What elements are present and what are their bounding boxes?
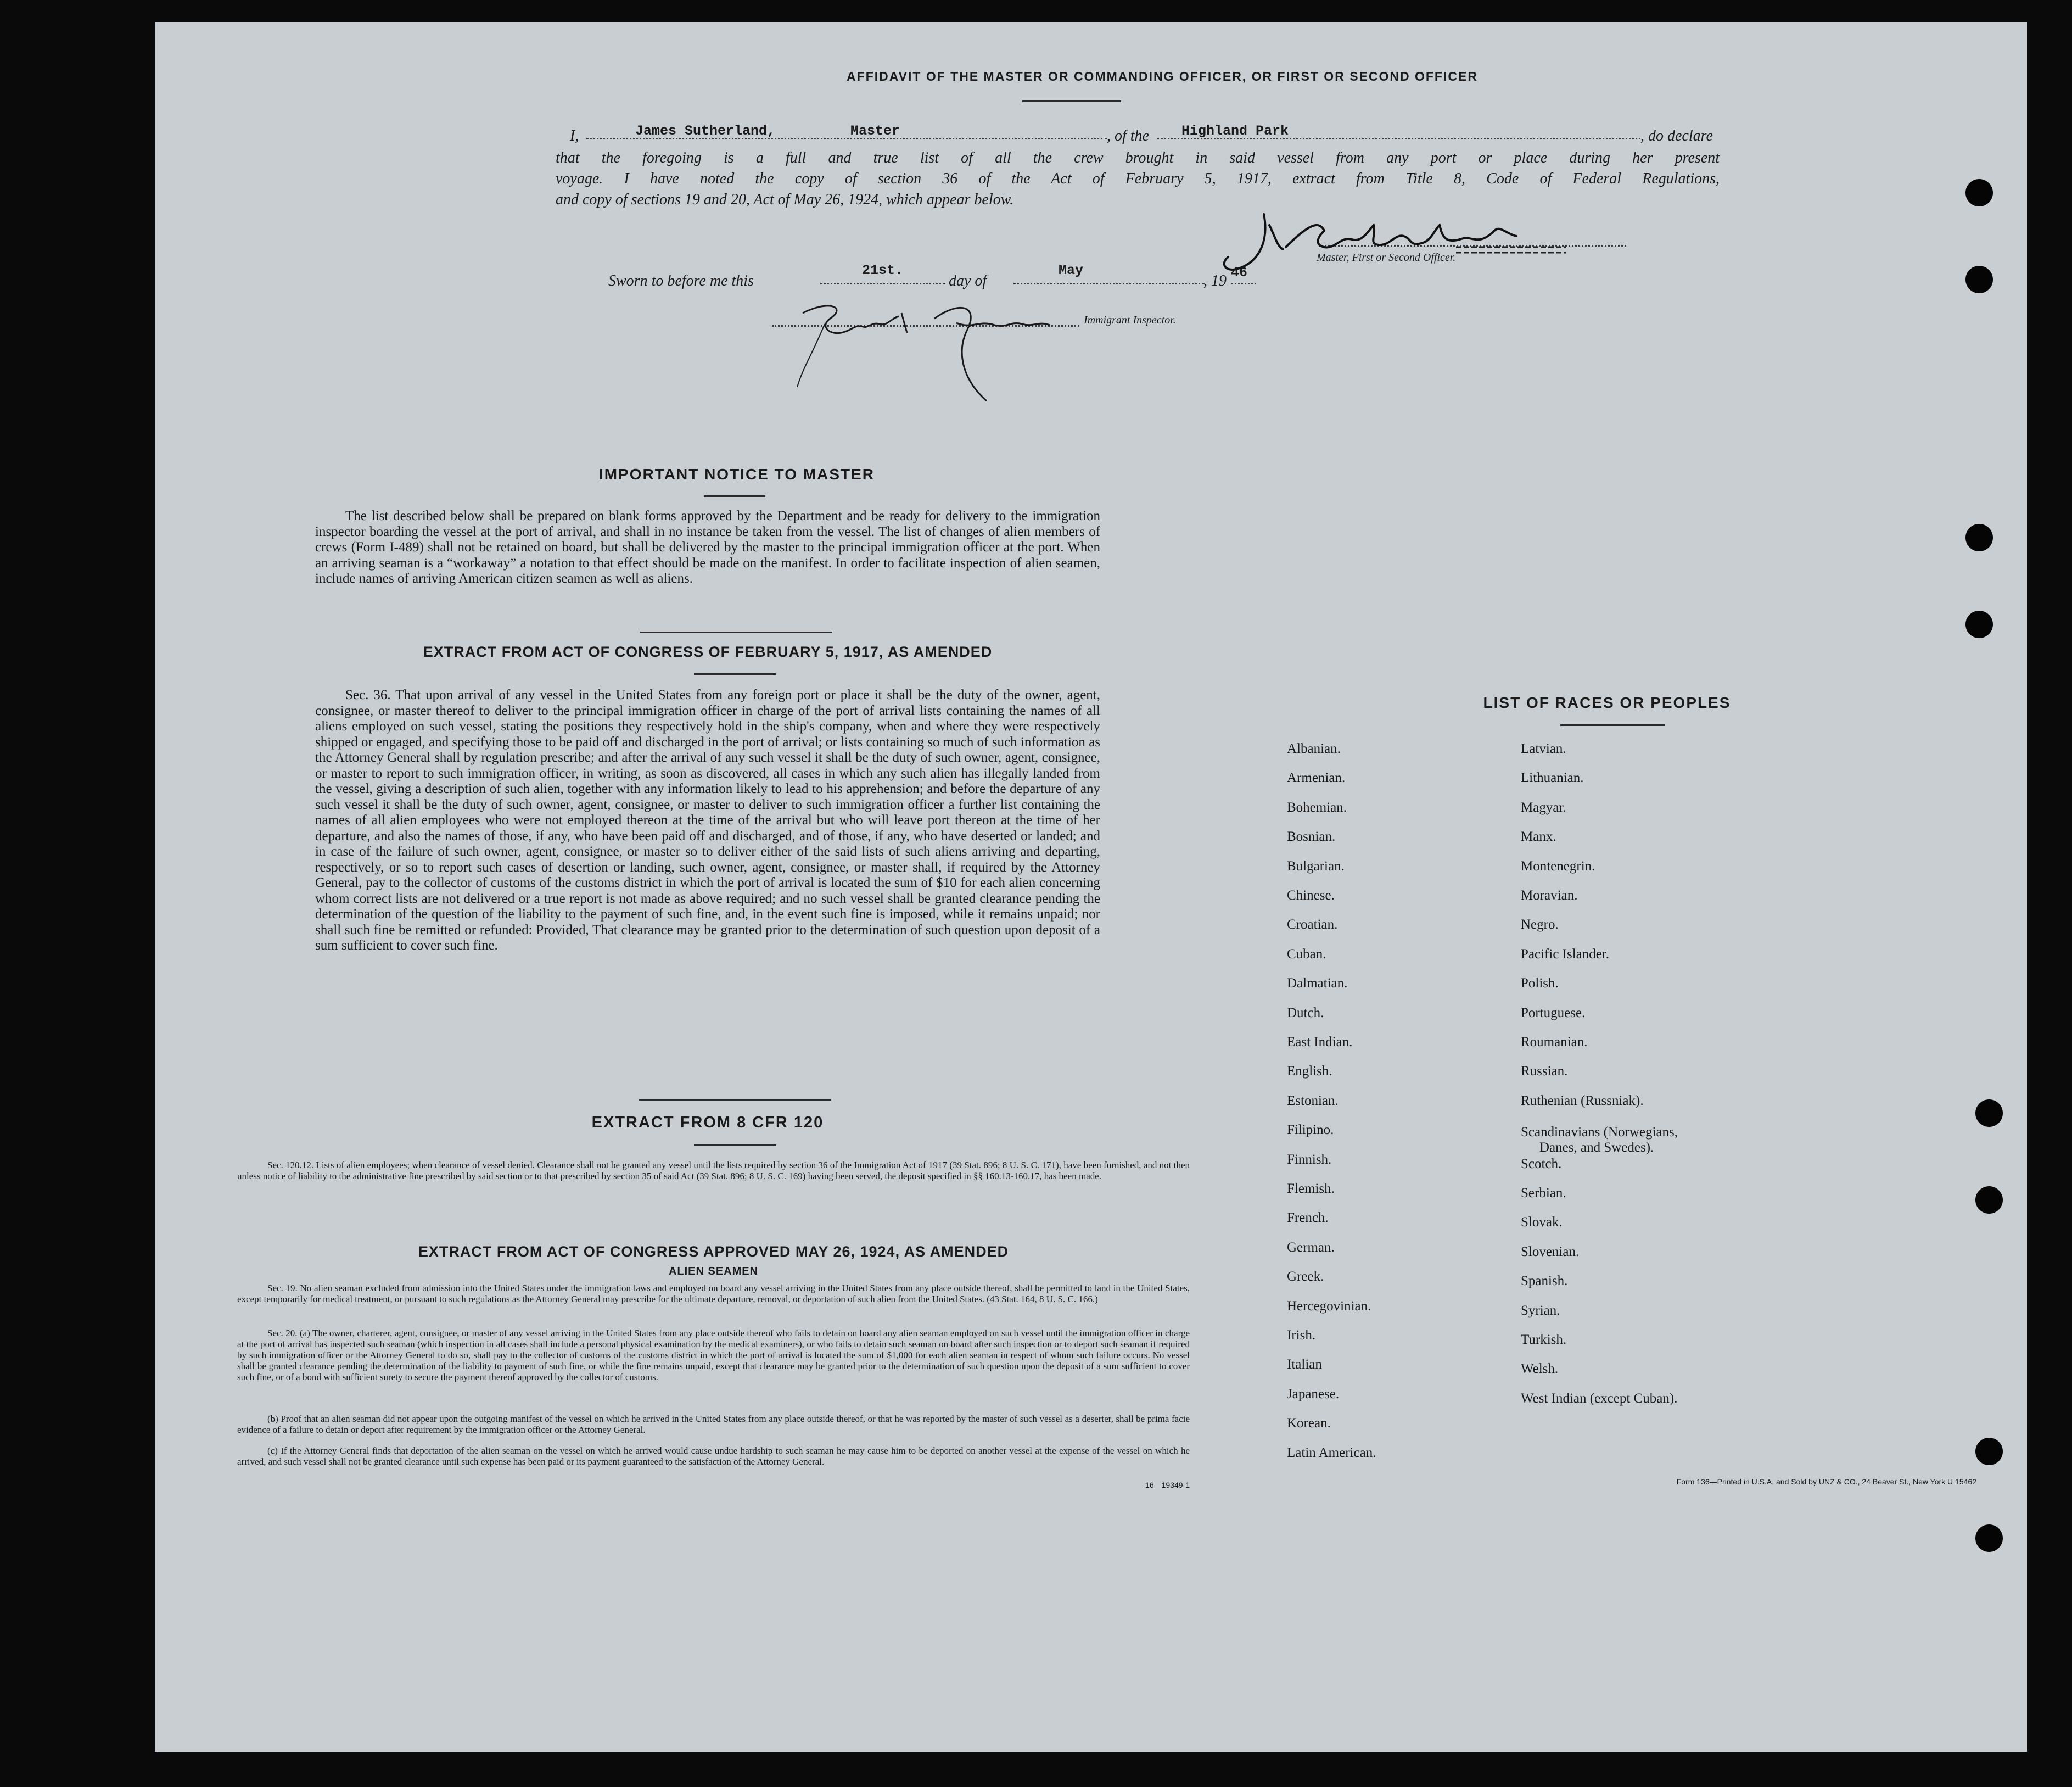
race-entry: Italian (1287, 1357, 1322, 1372)
race-entry: Finnish. (1287, 1152, 1332, 1167)
race-entry: Korean. (1287, 1416, 1331, 1431)
race-entry: Filipino. (1287, 1123, 1334, 1138)
punch-hole (1965, 179, 1993, 206)
punch-hole (1975, 1438, 2003, 1465)
race-entry: Estonian. (1287, 1093, 1339, 1108)
race-entry: French. (1287, 1210, 1329, 1226)
extract-1924-sec20b: (b) Proof that an alien seaman did not appear upon the outgoing manifest of the vessel on which he arrived in the United States from any place outside thereof, or that he was reported by the master of such vessel as a deserter, shall be prima facie evidence of a failure to detain or deport after requirement by the immigration officer or the Attorney General. (237, 1414, 1190, 1435)
extract-1917-title: EXTRACT FROM ACT OF CONGRESS OF FEBRUARY 5, 1917, AS AMENDED (423, 644, 993, 660)
race-entry: Welsh. (1521, 1361, 1559, 1377)
race-entry: Russian. (1521, 1064, 1568, 1079)
punch-hole (1965, 524, 1993, 551)
race-entry: English. (1287, 1064, 1332, 1079)
extract-1924-sec19: Sec. 19. No alien seaman excluded from admission into the United States under the immigration laws and employed on board any vessel arriving in the United States from any place outside thereof, shall be permitted to land in the United States, except temporarily for medical treatment, or pursuant to such regulations as the Attorney General may prescribe for the ultimate departure, removal, or deportation of such alien from the United States. (43 Stat. 164, 8 U. S. C. 166.) (237, 1283, 1190, 1304)
race-entry: Dalmatian. (1287, 976, 1348, 991)
month-field-line (1013, 283, 1205, 284)
race-entry: Hercegovinian. (1287, 1298, 1371, 1314)
sworn-month-value: May (1059, 263, 1084, 278)
affidavit-line-3: voyage. I have noted the copy of section 36 of the Act of February 5, 1917, extract from Title 8, Code of Federal Regulations, (556, 170, 1720, 187)
sworn-year-value: 46 (1231, 265, 1248, 281)
race-entry: Armenian. (1287, 770, 1346, 786)
race-entry: Scotch. (1521, 1156, 1562, 1171)
race-entry: Croatian. (1287, 917, 1338, 932)
races-right-column (1521, 741, 1806, 1494)
extract-cfr-title: EXTRACT FROM 8 CFR 120 (591, 1114, 824, 1131)
notice-title-rule (704, 495, 765, 497)
notice-title: IMPORTANT NOTICE TO MASTER (598, 466, 875, 483)
race-entry: Greek. (1287, 1269, 1324, 1285)
race-entry: Albanian. (1287, 741, 1341, 756)
race-entry: Bohemian. (1287, 800, 1347, 815)
race-entry: Manx. (1521, 829, 1556, 845)
race-entry: Roumanian. (1521, 1035, 1588, 1049)
race-entry: Scandinavians (Norwegians, (1521, 1125, 1678, 1140)
extract-1924-title: EXTRACT FROM ACT OF CONGRESS APPROVED MAY 26, 1924, AS AMENDED (418, 1243, 1009, 1260)
declarant-label: I, (570, 127, 579, 144)
race-entry: Polish. (1521, 976, 1559, 991)
extract-1917-sec36-text: Sec. 36. That upon arrival of any vessel in the United States from any foreign port or place it shall be the duty of the owner, agent, consignee, or master thereof to deliver to the principal immigration officer in charge of the port of arrival lists containing the names of all aliens employed on such vessel, stating the positions they respectively hold in the ship's company, when and where they were respectively shipped or engaged, and specifying those to be paid off and discharged in the port of arrival; or lists containing so much of such information as the Attorney General shall by regulation prescribe; and after the arrival of any such vessel it shall be the duty of such owner, agent, consignee, or master to report to such immigration officer, in writing, as soon as discovered, all cases in which any such alien has illegally landed from the vessel, giving a description of such alien, together with any information likely to lead to his apprehension; and before the departure of any such vessel it shall be the duty of such owner, agent, consignee, or master to deliver to such immigration officer a further list containing the names of all alien employees who were not employed thereon at the time of the arrival but who will leave port thereon at the time of her departure, and also the names of those, if any, who have been paid off and discharged, and of those, if any, who have deserted or landed; and in case of the failure of such owner, agent, consignee, or master so to deliver either of the said lists of such aliens arriving and departing, respectively, or so to report such cases of desertion or landing, such owner, agent, consignee, or master shall, if required by the Attorney General, pay to the collector of customs of the customs district in which the port of arrival is located the sum of $10 for each alien concerning whom correct lists are not delivered or a true report is not made as above required; and no such vessel shall be granted clearance pending the determination of the question of the liability to the payment of such fine, and, in the event such fine is imposed, while it remains unpaid; nor shall such fine be remitted or refunded: Provided, That clearance may be granted prior to the determination of such question upon deposit of a sum sufficient to cover such fine. (315, 688, 1100, 953)
extract-cfr-text: Sec. 120.12. Lists of alien employees; when clearance of vessel denied. Clearance shall not be granted any vessel until the lists required by section 36 of the Immigration Act of 1917 (39 Stat. 896; 8 U. S. C. 171), have been furnished, and not then unless notice of liability to the administrative fine prescribed by said section or to that prescribed by section 35 of said Act (39 Stat. 896; 8 U. S. C. 169) having been served, the deposit specified in §§ 160.13-160.17, has been made. (237, 1160, 1190, 1181)
race-entry: Dutch. (1287, 1005, 1324, 1020)
race-entry: East Indian. (1287, 1035, 1353, 1049)
day-of-label: day of (949, 272, 987, 289)
alien-seamen-subtitle: ALIEN SEAMEN (668, 1265, 759, 1277)
vessel-name-value: Highland Park (1181, 123, 1289, 139)
race-entry: Irish. (1287, 1328, 1316, 1343)
master-name-value: James Sutherland, (635, 123, 776, 139)
punch-hole (1965, 266, 1993, 293)
punch-hole (1975, 1186, 2003, 1214)
race-entry: German. (1287, 1239, 1335, 1255)
year-field-line (1231, 283, 1256, 284)
race-entry: Latin American. (1287, 1445, 1376, 1460)
races-title: LIST OF RACES OR PEOPLES (1483, 694, 1731, 711)
affidavit-title: AFFIDAVIT OF THE MASTER OR COMMANDING OFFICER, OR FIRST OR SECOND OFFICER (847, 69, 1478, 83)
race-entry: Cuban. (1287, 946, 1326, 962)
race-entry: Lithuanian. (1521, 770, 1584, 786)
race-entry: Montenegrin. (1521, 858, 1595, 874)
affidavit-line-4: and copy of sections 19 and 20, Act of May 26, 1924, which appear below. (556, 191, 1014, 208)
races-title-rule (1560, 724, 1665, 726)
extract-1917-rule (694, 673, 776, 675)
race-entry: Serbian. (1521, 1186, 1566, 1200)
race-entry: Japanese. (1287, 1386, 1340, 1401)
race-entry: Turkish. (1521, 1332, 1567, 1347)
race-entry: Danes, and Swedes). (1539, 1140, 1654, 1155)
do-declare-label: , do declare (1640, 127, 1713, 144)
affidavit-title-rule (1022, 100, 1121, 102)
race-entry: Syrian. (1521, 1303, 1560, 1318)
notice-end-rule (640, 632, 832, 633)
race-entry: Latvian. (1521, 741, 1566, 756)
race-entry: Bulgarian. (1287, 858, 1345, 874)
document-sheet (155, 22, 2027, 1752)
race-entry: West Indian (except Cuban). (1521, 1390, 1678, 1406)
affidavit-line-2: that the foregoing is a full and true list of all the crew brought in said vessel from any port or place during her present (556, 149, 1720, 166)
race-entry: Bosnian. (1287, 829, 1336, 845)
punch-hole (1975, 1524, 2003, 1552)
race-entry: Magyar. (1521, 800, 1566, 815)
sworn-day-value: 21st. (862, 263, 904, 278)
race-entry: Ruthenian (Russniak). (1521, 1093, 1644, 1108)
of-the-label: , of the (1107, 127, 1149, 144)
notice-text: The list described below shall be prepared on blank forms approved by the Department and be ready for delivery to the immigration inspector boarding the vessel at the port of arrival, and shall in no instance be taken from the vessel. The list of changes of alien members of crews (Form I-489) shall not be retained on board, but shall be delivered by the master to the principal immigration officer at the port. When an arriving seaman is a “workaway” a notation to that effect should be made on the manifest. In order to facilitate inspection of alien seamen, include names of arriving American citizen seamen as well as aliens. (315, 509, 1100, 586)
sworn-label: Sworn to before me this (608, 272, 754, 289)
race-entry: Negro. (1521, 917, 1559, 932)
race-entry: Spanish. (1521, 1274, 1568, 1289)
extract-1917-end-rule (639, 1099, 831, 1101)
race-entry: Portuguese. (1521, 1005, 1586, 1020)
races-left-column (1287, 741, 1507, 1494)
punch-hole (1975, 1099, 2003, 1127)
punch-hole (1965, 611, 1993, 638)
inspector-caption: Immigrant Inspector. (1084, 314, 1176, 326)
form-footer: Form 136—Printed in U.S.A. and Sold by UNZ & CO., 24 Beaver St., New York U 15462 (1676, 1477, 1976, 1486)
extract-cfr-rule (694, 1144, 776, 1146)
extract-1924-sec20a: Sec. 20. (a) The owner, charterer, agent, consignee, or master of any vessel arriving in the United States from any place outside thereof who fails to detain on board any alien seaman employed on such vessel until the immigration officer in charge at the port of arrival has inspected such seaman (which inspection in all cases shall include a personal physical examination by the medical examiners), or who fails to detain such seaman on board after such inspection or to deport such seaman if required by such immigration officer or the Attorney General to do so, shall pay to the collector of customs of the customs district in which the port of arrival is located the sum of $1,000 for each alien seaman in respect of whom such failure occurs. No vessel shall be granted clearance pending the determination of the liability to payment of such fine, or while the fine remains unpaid, except that clearance may be granted prior to the determination of such question upon the deposit of a sum sufficient to cover such fine, or of a bond with sufficient surety to secure the payment thereof approved by the collector of customs. (237, 1328, 1190, 1382)
inspector-signature (781, 297, 1088, 412)
form-code: 16—19349-1 (1145, 1481, 1190, 1489)
race-entry: Slovak. (1521, 1215, 1563, 1230)
race-entry: Flemish. (1287, 1181, 1335, 1196)
race-entry: Pacific Islander. (1521, 946, 1610, 962)
master-rank-value: Master (850, 123, 900, 139)
race-entry: Chinese. (1287, 888, 1335, 903)
race-entry: Slovenian. (1521, 1244, 1580, 1259)
race-entry: Moravian. (1521, 888, 1578, 903)
year-prefix-label: , 19 (1203, 272, 1227, 289)
extract-1924-sec20c: (c) If the Attorney General finds that deportation of the alien seaman on the vessel on which he arrived would cause undue hardship to such seaman he may cause him to be deported on another vessel at the expense of the vessel on which he arrived, and such vessel shall not be granted clearance until such expense has been paid or its payment guaranteed to the satisfaction of the Attorney General. (237, 1445, 1190, 1467)
master-signature-caption: Master, First or Second Officer. (1317, 252, 1456, 264)
day-field-line (820, 283, 945, 284)
